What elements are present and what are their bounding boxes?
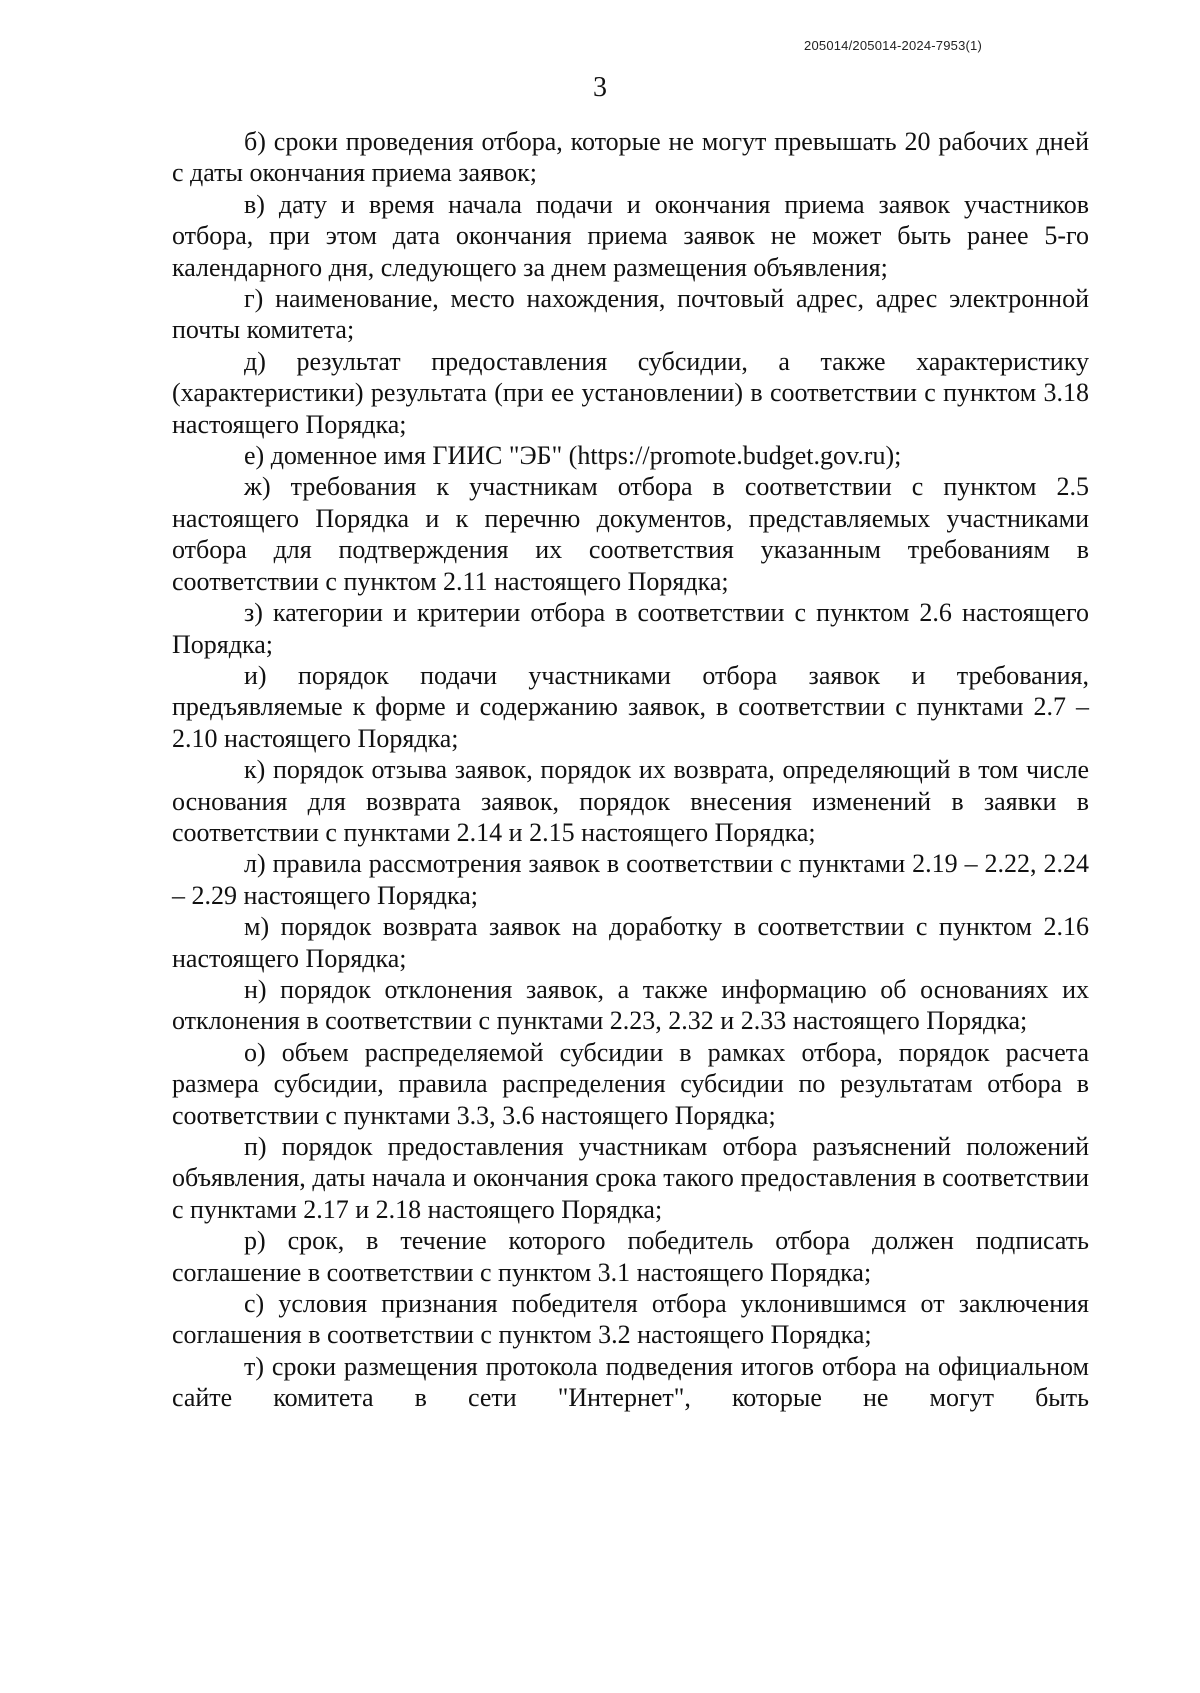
paragraph-m: м) порядок возврата заявок на доработку в соответствии с пунктом 2.16 настоящего Порядка; — [172, 912, 1089, 973]
document-id: 205014/205014-2024-7953(1) — [804, 38, 982, 53]
paragraph-t: т) сроки размещения протокола подведения итогов отбора на официальном сайте комитета в сети "Интернет", которые не могут быть — [172, 1351, 1089, 1413]
paragraph-e: е) доменное имя ГИИС "ЭБ" (https://promote.budget.gov.ru); — [244, 441, 902, 471]
paragraph-zh: ж) требования к участникам отбора в соответствии с пунктом 2.5 настоящего Порядка и к перечню документов, представляемых участниками отбора для подтверждения их соответствия указанным требованиям в соответствии с пунктом 2.11 настоящего Порядка; — [172, 472, 1089, 596]
paragraph-z: з) категории и критерии отбора в соответствии с пунктом 2.6 настоящего Порядка; — [172, 598, 1089, 659]
paragraph-i: и) порядок подачи участниками отбора заявок и требования, предъявляемые к форме и содержанию заявок, в соответствии с пунктами 2.7 – 2.10 настоящего Порядка; — [172, 660, 1089, 753]
document-body — [172, 126, 1089, 1414]
paragraph-l: л) правила рассмотрения заявок в соответствии с пунктами 2.19 – 2.22, 2.24 – 2.29 настоящего Порядка; — [172, 849, 1089, 910]
paragraph-b: б) сроки проведения отбора, которые не могут превышать 20 рабочих дней с даты окончания приема заявок; — [172, 127, 1089, 188]
page-number: 3 — [593, 72, 607, 103]
paragraph-n: н) порядок отклонения заявок, а также информацию об основаниях их отклонения в соответствии с пунктами 2.23, 2.32 и 2.33 настоящего Порядка; — [172, 974, 1089, 1036]
paragraph-s: с) условия признания победителя отбора уклонившимся от заключения соглашения в соответствии с пунктом 3.2 настоящего Порядка; — [172, 1289, 1089, 1350]
paragraph-p: п) порядок предоставления участникам отбора разъяснений положений объявления, даты начала и окончания срока такого предоставления в соответствии с пунктами 2.17 и 2.18 настоящего Порядка; — [172, 1132, 1089, 1224]
paragraph-r: р) срок, в течение которого победитель отбора должен подписать соглашение в соответствии с пунктом 3.1 настоящего Порядка; — [172, 1226, 1089, 1287]
paragraph-g: г) наименование, место нахождения, почтовый адрес, адрес электронной почты комитета; — [172, 284, 1089, 345]
paragraph-k: к) порядок отзыва заявок, порядок их возврата, определяющий в том числе основания для возврата заявок, порядок внесения изменений в заявки в соответствии с пунктами 2.14 и 2.15 настоящего Порядка; — [172, 755, 1089, 847]
paragraph-v: в) дату и время начала подачи и окончания приема заявок участников отбора, при этом дата окончания приема заявок не может быть ранее 5-го календарного дня, следующего за днем размещения объявления; — [172, 189, 1089, 282]
paragraph-d: д) результат предоставления субсидии, а также характеристику (характеристики) результата (при ее установлении) в соответствии с пунктом 3.18 настоящего Порядка; — [172, 346, 1089, 439]
paragraph-o: о) объем распределяемой субсидии в рамках отбора, порядок расчета размера субсидии, правила распределения субсидии по результатам отбора в соответствии с пунктами 3.3, 3.6 настоящего Порядка; — [172, 1037, 1089, 1130]
